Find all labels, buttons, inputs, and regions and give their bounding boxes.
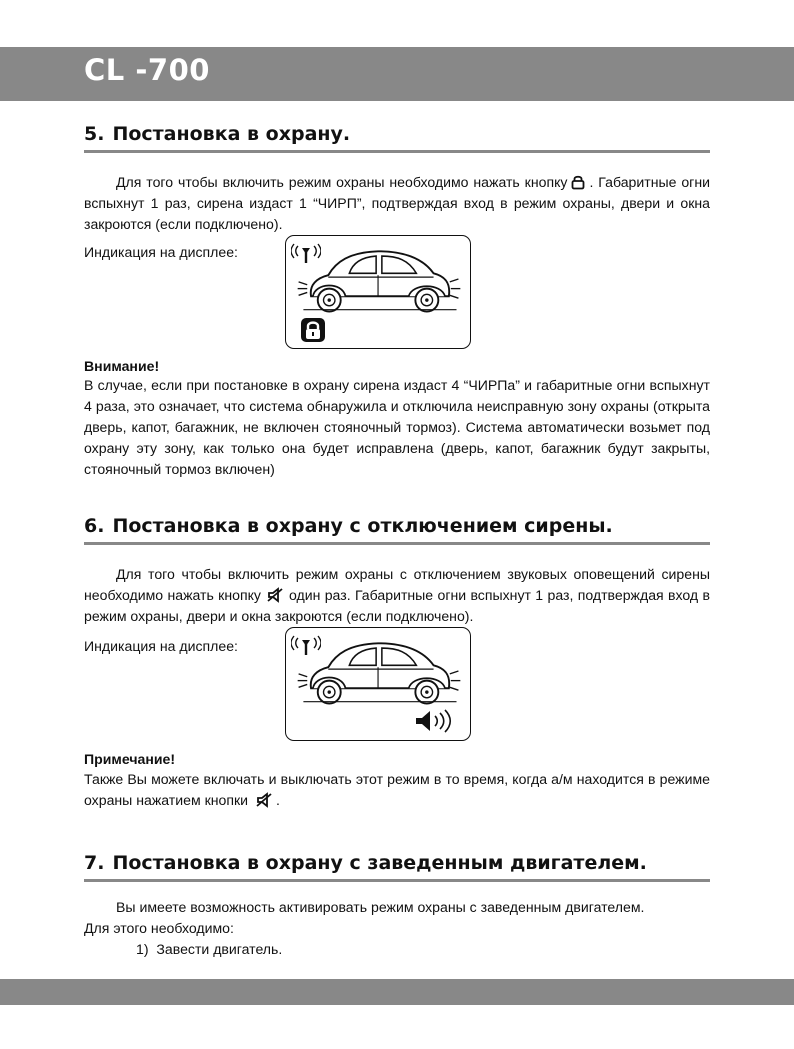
section-7-heading <box>84 851 710 875</box>
header-band <box>0 47 794 101</box>
section-7 <box>84 851 710 960</box>
speaker-mute-icon <box>256 792 272 808</box>
warning-title: Внимание! <box>84 358 160 374</box>
section-number: 5. <box>84 123 105 145</box>
section-rule <box>84 542 710 545</box>
locked-indicator-icon <box>300 317 326 343</box>
model-title: CL -700 <box>84 53 210 87</box>
section-6 <box>84 514 710 808</box>
section-title: Постановка в охрану. <box>112 123 351 145</box>
paragraph-text: . Габаритные огни вспыхнут 1 раз, сирена издаст 1 “ЧИРП”, подтверждая вход в режим охраны, двери и окна закроются (если подключено). <box>84 174 710 232</box>
section-number: 6. <box>84 515 105 537</box>
car-icon <box>290 246 468 314</box>
section-5-paragraph <box>84 172 710 235</box>
lcd-display-silent-armed <box>285 627 471 741</box>
note-text-part: Также Вы можете включать и выключать этот режим в то время, когда а/м находится в режиме охраны нажатием кнопки <box>84 771 710 808</box>
section-title: Постановка в охрану с заведенным двигателем. <box>112 852 647 874</box>
note-title: Примечание! <box>84 751 176 767</box>
list-item-text: Завести двигатель. <box>156 941 283 957</box>
display-indication-label: Индикация на дисплее: <box>84 638 238 654</box>
display-indication-label: Индикация на дисплее: <box>84 244 238 260</box>
section-5 <box>84 122 710 477</box>
section-6-paragraph <box>84 564 710 627</box>
section-7-paragraph-2: Для этого необходимо: <box>84 920 234 936</box>
note-text <box>84 769 710 811</box>
car-icon <box>290 638 468 706</box>
section-rule <box>84 879 710 882</box>
section-7-paragraph: Вы имеете возможность активировать режим охраны с заведенным двигателем. <box>116 899 645 915</box>
lcd-display-armed <box>285 235 471 349</box>
section-title: Постановка в охрану с отключением сирены. <box>112 515 613 537</box>
paragraph-text: Для того чтобы включить режим охраны необходимо нажать кнопку <box>116 174 568 190</box>
speaker-mute-icon <box>267 587 283 603</box>
note-text-part: . <box>276 792 280 808</box>
siren-speaker-icon <box>414 708 458 734</box>
section-number: 7. <box>84 852 105 874</box>
list-item <box>84 939 710 960</box>
list-item-number: 1) <box>136 941 149 957</box>
lock-icon <box>570 174 586 190</box>
paragraph-text: один раз. Габаритные огни вспыхнут 1 раз, подтверждая вход в режим охраны, двери и окна закроются (если подключено). <box>84 587 710 624</box>
section-rule <box>84 150 710 153</box>
paragraph-text: Для того чтобы включить режим охраны с отключением звуковых оповещений сирены необходимо нажать кнопку <box>84 566 710 603</box>
footer-band <box>0 979 794 1005</box>
section-6-heading <box>84 514 710 538</box>
section-5-heading <box>84 122 710 146</box>
warning-text: В случае, если при постановке в охрану сирена издаст 4 “ЧИРПа” и габаритные огни вспыхнут 4 раза, это означает, что система обнаружила и отключила неисправную зону охраны (открыта дверь, капот, багажник, не включен стояночный тормоз). Система автоматически возьмет под охрану эту зону, как только она будет исправлена (дверь, капот, багажник будут закрыты, стояночный тормоз включен) <box>84 377 710 477</box>
